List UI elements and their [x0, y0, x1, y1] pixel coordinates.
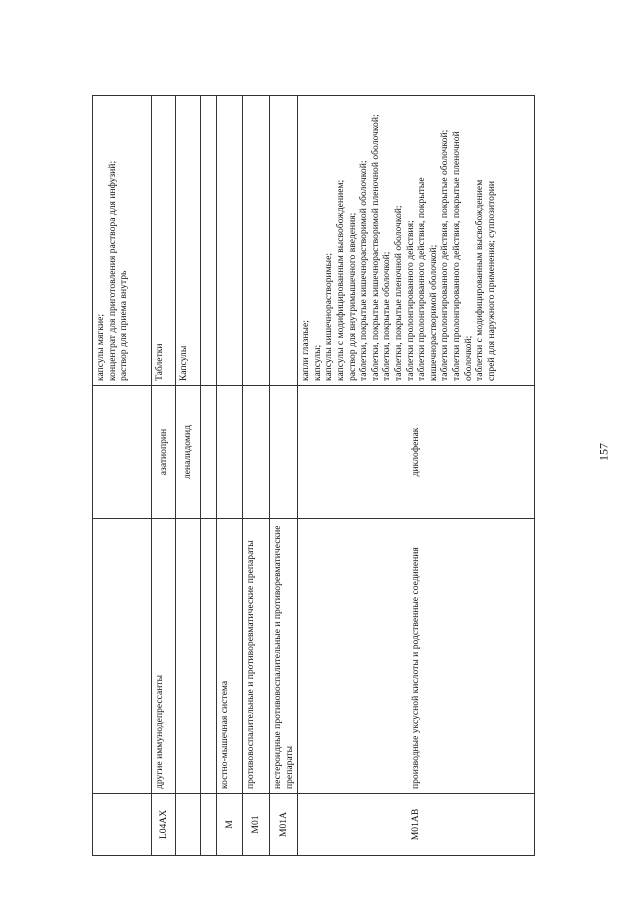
dosage-form-line: спрей для наружного применения; суппозитории [485, 180, 497, 381]
dosage-forms-cell [176, 96, 201, 386]
atc-code-cell: M01A [270, 794, 298, 856]
dosage-form-line: Капсулы [178, 345, 189, 381]
atc-code-cell: M01AB [298, 794, 535, 856]
atc-code-cell [176, 794, 201, 856]
dosage-form-line: таблетки пролонгированного действия, покрытые кишечнорастворимой оболочкой; [416, 177, 439, 381]
dosage-forms-cell [298, 96, 535, 386]
table-row [176, 96, 201, 856]
inn-cell [93, 386, 152, 519]
table-row [243, 96, 270, 856]
page-number: 157 [596, 443, 611, 461]
dosage-form-line: капсулы с модифицированным высвобождением; [334, 179, 346, 381]
dosage-form-line: таблетки пролонгированного действия, покрытые оболочкой; [439, 129, 451, 381]
inn-cell [270, 386, 298, 519]
dosage-form-line: Таблетки [154, 343, 165, 381]
dosage-form-line: раствор для внутримышечного введения; [346, 212, 358, 381]
group-name-cell [93, 519, 152, 794]
dosage-form-line: таблетки с модифицированным высвобождением [474, 179, 486, 381]
table-row [270, 96, 298, 856]
dosage-form-line: капсулы мягкие; [95, 313, 106, 381]
dosage-form-line: таблетки, покрытые пленочной оболочкой; [392, 205, 404, 381]
inn-cell [201, 386, 217, 519]
dosage-form-line: капли глазные; [300, 320, 312, 381]
group-name-cell [176, 519, 201, 794]
dosage-forms-cell [270, 96, 298, 386]
table-row [152, 96, 176, 856]
dosage-form-line: таблетки пролонгированного действия; [404, 220, 416, 381]
group-name-cell: противовоспалительные и противоревматические препараты [243, 519, 270, 794]
dosage-form-line: таблетки, покрытые кишечнорастворимой оболочкой; [358, 160, 370, 381]
atc-code-cell: L04AX [152, 794, 176, 856]
atc-code-cell: M01 [243, 794, 270, 856]
inn-cell: азатиоприн [152, 386, 176, 519]
inn-cell: леналидомид [176, 386, 201, 519]
drug-table [92, 95, 535, 856]
inn-cell [217, 386, 243, 519]
group-name-cell: другие иммунодепрессанты [152, 519, 176, 794]
dosage-forms-cell [152, 96, 176, 386]
table-row [93, 96, 152, 856]
rotated-table-container [92, 96, 582, 856]
dosage-forms-cell [93, 96, 152, 386]
dosage-form-line: раствор для приема внутрь [118, 270, 130, 381]
dosage-form-line: капсулы; [311, 344, 323, 381]
table-row [298, 96, 535, 856]
atc-code-cell [201, 794, 217, 856]
dosage-form-line: таблетки пролонгированного действия, покрытые пленочной оболочкой; [450, 131, 474, 381]
dosage-forms-cell [243, 96, 270, 386]
dosage-forms-cell [217, 96, 243, 386]
group-name-cell: костно-мышечная система [217, 519, 243, 794]
dosage-form-line: таблетки, покрытые кишечнорастворимой пленочной оболочкой; [369, 114, 381, 381]
group-name-cell [201, 519, 217, 794]
dosage-form-line: таблетки, покрытые оболочкой; [381, 251, 393, 381]
table-row [217, 96, 243, 856]
atc-code-cell: M [217, 794, 243, 856]
inn-cell [243, 386, 270, 519]
atc-code-cell [93, 794, 152, 856]
dosage-forms-cell [201, 96, 217, 386]
group-name-cell: производные уксусной кислоты и родственные соединения [298, 519, 535, 794]
inn-cell: диклофенак [298, 386, 535, 519]
group-name-cell: нестероидные противовоспалительные и противоревматические препараты [270, 519, 298, 794]
dosage-form-line: капсулы кишечнорастворимые; [323, 252, 335, 381]
table-row [201, 96, 217, 856]
dosage-form-line: концентрат для приготовления раствора для инфузий; [106, 160, 118, 381]
